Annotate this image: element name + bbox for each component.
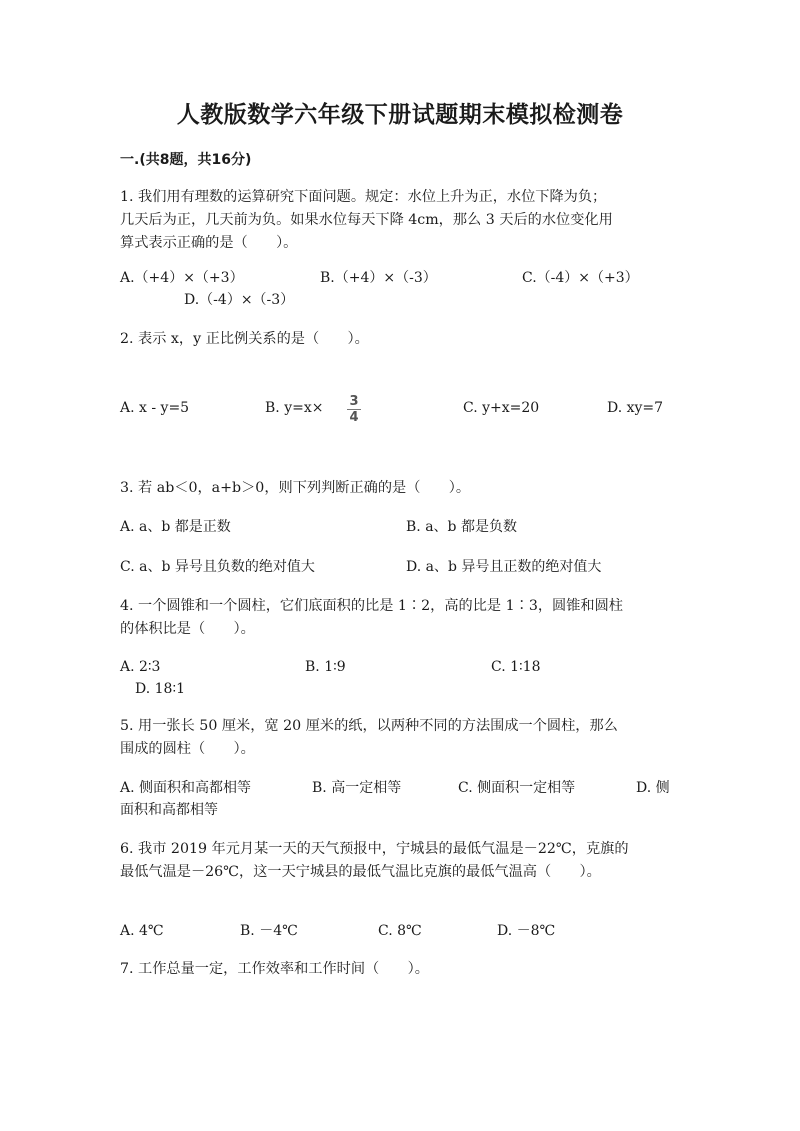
question-3-option-d: D. a、b 异号且正数的绝对值大 — [406, 559, 602, 575]
question-1-line-3: 算式表示正确的是（ ）。 — [120, 235, 298, 251]
question-1-option-a: A.（+4）×（+3） — [120, 270, 244, 286]
question-1-option-c: C.（-4）×（+3） — [522, 270, 639, 286]
question-4-option-b: B. 1∶9 — [305, 659, 346, 675]
question-5-line-1: 5. 用一张长 50 厘米，宽 20 厘米的纸，以两种不同的方法围成一个圆柱，那么 — [120, 718, 618, 734]
question-4-option-c: C. 1∶18 — [491, 659, 541, 675]
question-6-option-a: A. 4℃ — [120, 923, 164, 939]
question-4-line-2: 的体积比是（ ）。 — [120, 621, 255, 637]
question-5-option-c: C. 侧面积一定相等 — [458, 780, 576, 796]
question-1 — [120, 186, 680, 255]
question-3-option-b: B. a、b 都是负数 — [406, 519, 517, 535]
question-2 — [120, 328, 680, 351]
fraction-denominator: 4 — [349, 410, 359, 425]
question-2-line-1: 2. 表示 x，y 正比例关系的是（ ）。 — [120, 331, 369, 347]
question-4-line-1: 4. 一个圆锥和一个圆柱，它们底面积的比是 1∶2，高的比是 1∶3，圆锥和圆柱 — [120, 598, 623, 614]
question-1-line-1: 1. 我们用有理数的运算研究下面问题。规定：水位上升为正，水位下降为负； — [120, 189, 607, 205]
question-7 — [120, 958, 680, 981]
question-5-line-2: 围成的圆柱（ ）。 — [120, 741, 255, 757]
question-2-option-a: A. x - y=5 — [120, 400, 190, 416]
question-3-line-1: 3. 若 ab＜0，a+b＞0，则下列判断正确的是（ ）。 — [120, 480, 471, 496]
question-2-option-c: C. y+x=20 — [463, 400, 540, 416]
question-3-option-c: C. a、b 异号且负数的绝对值大 — [120, 559, 315, 575]
question-5-option-d: D. 侧 — [636, 780, 670, 796]
question-2-option-b: B. y=x× — [265, 400, 324, 416]
fraction-three-quarters — [347, 395, 361, 424]
question-4-option-a: A. 2∶3 — [120, 659, 161, 675]
question-6-option-d: D. －8℃ — [497, 923, 556, 939]
question-5-option-b: B. 高一定相等 — [312, 780, 402, 796]
section-heading: 一.(共8题，共16分) — [120, 152, 252, 168]
question-6-line-2: 最低气温是－26℃，这一天宁城县的最低气温比克旗的最低气温高（ ）。 — [120, 864, 601, 880]
question-3-option-a: A. a、b 都是正数 — [120, 519, 231, 535]
question-1-option-b: B.（+4）×（-3） — [320, 270, 437, 286]
question-4-option-d: D. 18∶1 — [135, 681, 185, 697]
question-4 — [120, 595, 680, 641]
question-5-option-d-continued: 面积和高都相等 — [120, 802, 218, 818]
page-title: 人教版数学六年级下册试题期末模拟检测卷 — [176, 102, 624, 128]
question-6-line-1: 6. 我市 2019 年元月某一天的天气预报中，宁城县的最低气温是－22℃，克旗的 — [120, 841, 629, 857]
question-2-option-d: D. xy=7 — [607, 400, 664, 416]
question-3 — [120, 477, 680, 500]
question-5 — [120, 715, 680, 761]
question-6-option-b: B. －4℃ — [240, 923, 298, 939]
question-7-line-1: 7. 工作总量一定，工作效率和工作时间（ ）。 — [120, 961, 429, 977]
question-6-option-c: C. 8℃ — [378, 923, 422, 939]
question-1-option-d: D.（-4）×（-3） — [184, 292, 295, 308]
question-1-line-2: 几天后为正，几天前为负。如果水位每天下降 4cm，那么 3 天后的水位变化用 — [120, 212, 613, 228]
question-5-option-a: A. 侧面积和高都相等 — [120, 780, 252, 796]
fraction-numerator: 3 — [349, 394, 359, 409]
question-6 — [120, 838, 680, 884]
